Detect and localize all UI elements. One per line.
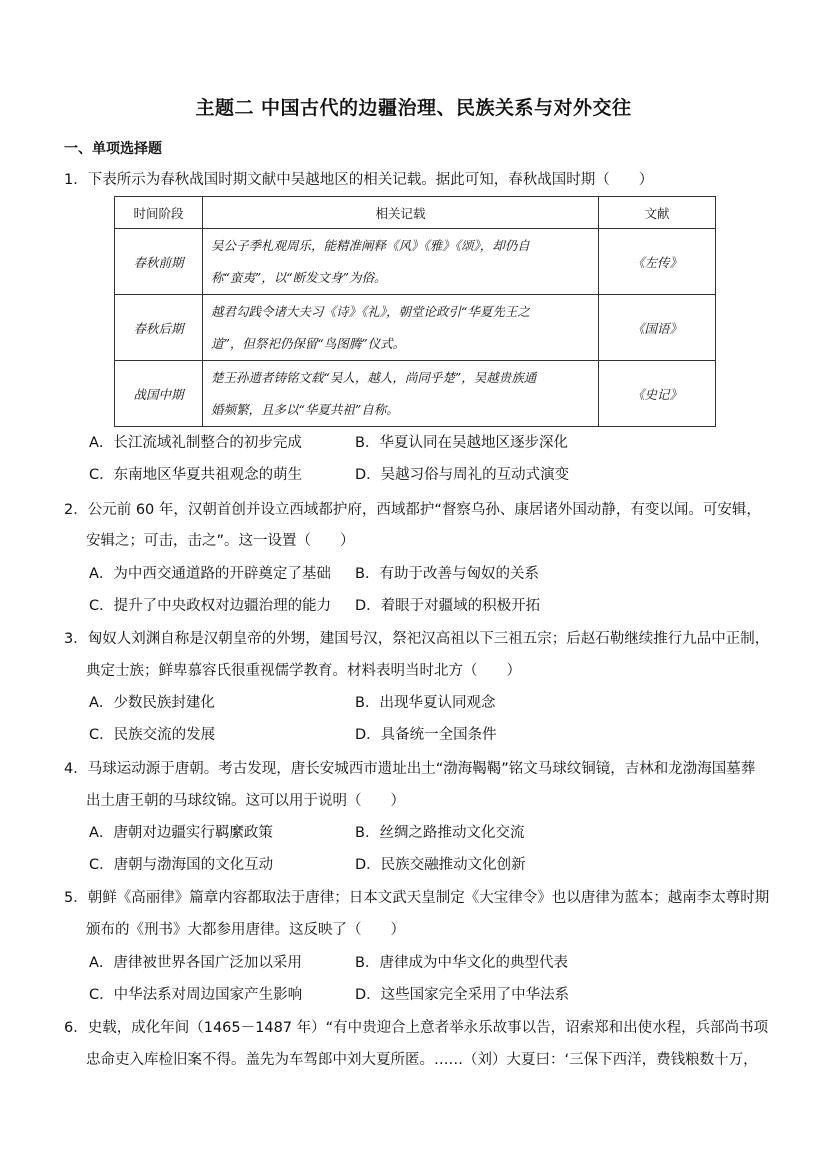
row-period: 春秋前期 <box>115 229 203 295</box>
question-6-stem: 6．史载，成化年间（1465－1487 年）“有中贵迎合上意者举永乐故事以告，诏索郑和出使水程，兵部尚书项 <box>64 1020 769 1036</box>
header-record: 相关记载 <box>203 197 599 229</box>
header-source: 文献 <box>599 197 716 229</box>
question-4-stem: 4．马球运动源于唐朝。考古发现，唐长安城西市遗址出土“渤海鞨鞨”铭文马球纹铜镜，吉林和龙渤海国墓葬 <box>64 761 756 777</box>
q5-option-c: C．中华法系对周边国家产生影响 <box>89 987 303 1003</box>
q4-option-a: A．唐朝对边疆实行羁縻政策 <box>89 825 273 841</box>
record-line: 楚王孙遗者铸铭文载“吴人，越人，尚同乎楚”，吴越贵族通 <box>211 369 537 385</box>
q4-option-c: C．唐朝与渤海国的文化互动 <box>89 857 274 873</box>
q2-option-a: A．为中西交通道路的开辟奠定了基础 <box>89 566 331 582</box>
question-3-stem: 3．匈奴人刘渊自称是汉朝皇帝的外甥，建国号汉，祭祀汉高祖以下三祖五宗；后赵石勒继续推行九品中正制， <box>64 631 770 647</box>
row-record <box>203 229 599 295</box>
record-line: 道”，但祭祀仍保留“鸟图腾”仪式。 <box>211 335 406 351</box>
table-row <box>115 361 716 427</box>
row-record <box>203 361 599 427</box>
section-heading: 一、单项选择题 <box>64 141 162 157</box>
page-title: 主题二 中国古代的边疆治理、民族关系与对外交往 <box>195 97 632 119</box>
q3-option-a: A．少数民族封建化 <box>89 695 215 711</box>
row-source: 《左传》 <box>599 229 716 295</box>
q5-option-b: B．唐律成为中华文化的典型代表 <box>355 955 568 971</box>
q3-option-c: C．民族交流的发展 <box>89 727 216 743</box>
table-row <box>115 295 716 361</box>
q1-option-d: D．吴越习俗与周礼的互动式演变 <box>355 467 570 483</box>
header-period: 时间阶段 <box>115 197 203 229</box>
records-table <box>114 196 716 427</box>
q4-option-d: D．民族交融推动文化创新 <box>355 857 526 873</box>
row-source: 《史记》 <box>599 361 716 427</box>
q3-option-b: B．出现华夏认同观念 <box>355 695 496 711</box>
question-4-stem-cont: 出土唐王朝的马球纹锦。这可以用于说明（ ） <box>86 793 405 809</box>
record-line: 越君勾践令诸大夫习《诗》《礼》，朝堂论政引“华夏先王之 <box>211 303 530 319</box>
q3-option-d: D．具备统一全国条件 <box>355 727 497 743</box>
q1-option-a: A．长江流域礼制整合的初步完成 <box>89 435 302 451</box>
table-header-row <box>115 197 716 229</box>
q2-option-d: D．着眼于对疆域的积极开拓 <box>355 598 541 614</box>
question-2-stem-cont: 安辑之；可击，击之”。这一设置（ ） <box>86 533 355 549</box>
question-3-stem-cont: 典定士族；鲜卑慕容氏很重视儒学教育。材料表明当时北方（ ） <box>86 663 521 679</box>
q1-option-c: C．东南地区华夏共祖观念的萌生 <box>89 467 303 483</box>
q1-option-b: B．华夏认同在吴越地区逐步深化 <box>355 435 568 451</box>
question-1-stem: 1．下表所示为春秋战国时期文献中吴越地区的相关记载。据此可知，春秋战国时期（ ） <box>64 172 654 188</box>
q2-option-c: C．提升了中央政权对边疆治理的能力 <box>89 598 332 614</box>
q5-option-d: D．这些国家完全采用了中华法系 <box>355 987 570 1003</box>
q5-option-a: A．唐律被世界各国广泛加以采用 <box>89 955 302 971</box>
row-record <box>203 295 599 361</box>
q2-option-b: B．有助于改善与匈奴的关系 <box>355 566 539 582</box>
question-5-stem-cont: 颁布的《刑书》大都参用唐律。这反映了（ ） <box>86 922 405 938</box>
table-row <box>115 229 716 295</box>
record-line: 吴公子季札观周乐，能精准阐释《风》《雅》《颂》，却仍自 <box>211 237 530 253</box>
question-5-stem: 5．朝鲜《高丽律》篇章内容都取法于唐律；日本文武天皇制定《大宝律令》也以唐律为蓝本；越南李太尊时期 <box>64 890 770 906</box>
q4-option-b: B．丝绸之路推动文化交流 <box>355 825 525 841</box>
record-line: 称“蛮夷”，以“断发文身”为俗。 <box>211 269 387 285</box>
row-period: 春秋后期 <box>115 295 203 361</box>
question-2-stem: 2．公元前 60 年，汉朝首创并设立西域都护府，西域都护“督察乌孙、康居诸外国动静，有变以闻。可安辑， <box>64 502 761 518</box>
record-line: 婚频繁，且多以“华夏共祖”自称。 <box>211 401 399 417</box>
row-period: 战国中期 <box>115 361 203 427</box>
row-source: 《国语》 <box>599 295 716 361</box>
question-6-stem-cont: 忠命吏入库检旧案不得。盖先为车驾郎中刘大夏所匿。……（刘）大夏曰：‘三保下西洋，费钱粮数十万， <box>86 1052 758 1068</box>
